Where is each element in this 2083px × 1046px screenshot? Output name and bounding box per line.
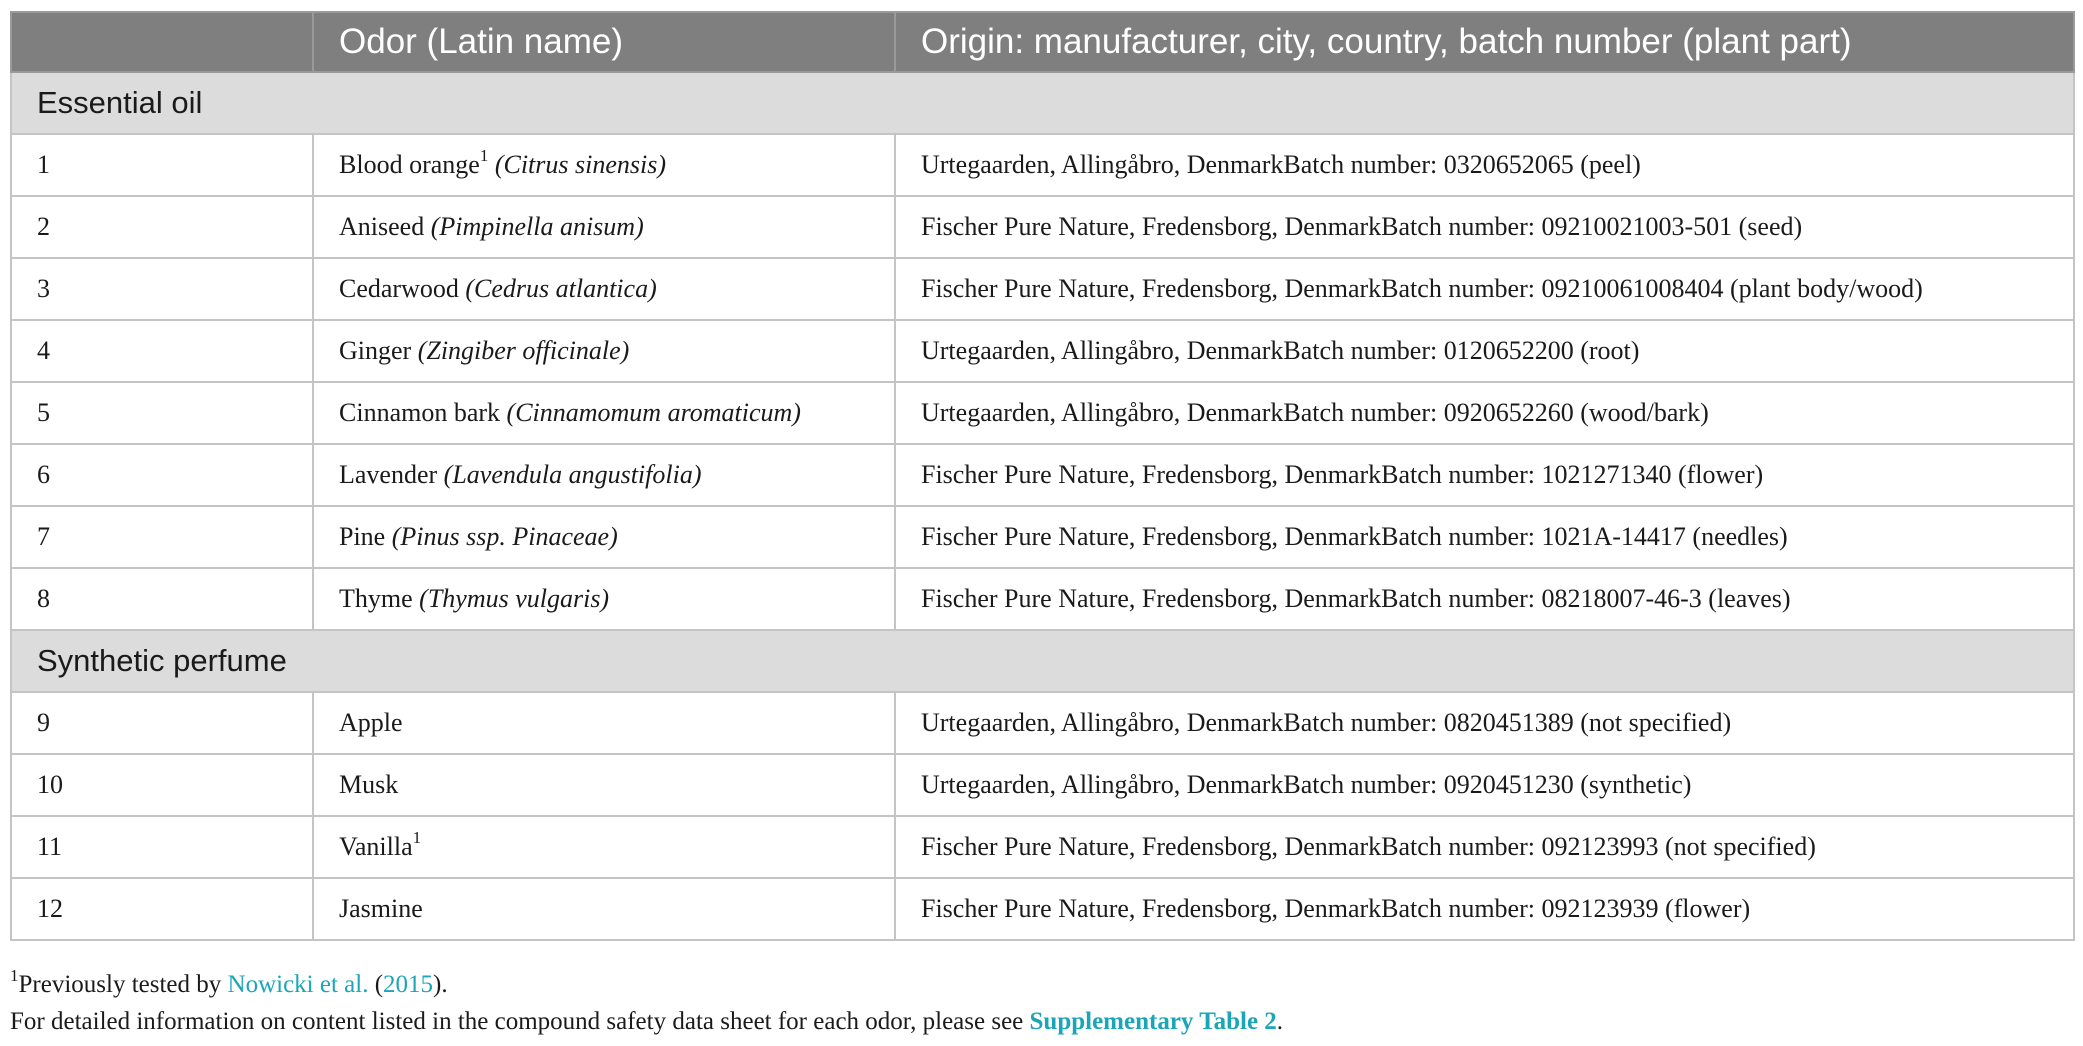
section-title: Synthetic perfume bbox=[11, 630, 2074, 692]
table-notes bbox=[10, 966, 1283, 1040]
footnote-line bbox=[10, 966, 1283, 1003]
odor-name: Pine bbox=[339, 522, 386, 551]
odor-name: Ginger bbox=[339, 336, 412, 365]
table-row bbox=[11, 754, 2074, 816]
row-number: 1 bbox=[11, 134, 313, 196]
odor-name: Jasmine bbox=[339, 894, 423, 923]
origin-cell: Urtegaarden, Allingåbro, DenmarkBatch number: 0920451230 (synthetic) bbox=[895, 754, 2074, 816]
row-number: 5 bbox=[11, 382, 313, 444]
latin-name: (Thymus vulgaris) bbox=[419, 584, 610, 613]
row-number: 9 bbox=[11, 692, 313, 754]
header-number bbox=[11, 12, 313, 72]
footnote-prefix: Previously tested by bbox=[18, 971, 228, 998]
row-number: 2 bbox=[11, 196, 313, 258]
origin-cell: Urtegaarden, Allingåbro, DenmarkBatch number: 0120652200 (root) bbox=[895, 320, 2074, 382]
odor-name: Vanilla bbox=[339, 832, 413, 861]
latin-name: (Lavendula angustifolia) bbox=[443, 460, 702, 489]
footnote-author-link[interactable]: Nowicki et al. bbox=[227, 971, 369, 998]
origin-cell: Urtegaarden, Allingåbro, DenmarkBatch number: 0320652065 (peel) bbox=[895, 134, 2074, 196]
odor-cell bbox=[313, 816, 895, 878]
odor-cell bbox=[313, 258, 895, 320]
odor-name: Lavender bbox=[339, 460, 438, 489]
row-number: 4 bbox=[11, 320, 313, 382]
table-row bbox=[11, 444, 2074, 506]
row-number: 12 bbox=[11, 878, 313, 940]
table-body bbox=[11, 72, 2074, 940]
latin-name: (Pinus ssp. Pinaceae) bbox=[391, 522, 618, 551]
table-row bbox=[11, 134, 2074, 196]
odor-table bbox=[10, 11, 2075, 941]
odor-cell bbox=[313, 754, 895, 816]
latin-name: (Citrus sinensis) bbox=[494, 150, 666, 179]
odor-cell bbox=[313, 568, 895, 630]
header-odor: Odor (Latin name) bbox=[313, 12, 895, 72]
footnote-open: ( bbox=[368, 971, 384, 998]
footnote-ref: 1 bbox=[479, 146, 489, 166]
odor-name: Cinnamon bark bbox=[339, 398, 501, 427]
origin-cell: Urtegaarden, Allingåbro, DenmarkBatch number: 0820451389 (not specified) bbox=[895, 692, 2074, 754]
detail-line bbox=[10, 1003, 1283, 1040]
table-row bbox=[11, 816, 2074, 878]
footnote-close: ). bbox=[433, 971, 448, 998]
detail-suffix: . bbox=[1276, 1008, 1284, 1035]
odor-cell bbox=[313, 506, 895, 568]
table-row bbox=[11, 568, 2074, 630]
latin-name: (Pimpinella anisum) bbox=[430, 212, 644, 241]
origin-cell: Fischer Pure Nature, Fredensborg, DenmarkBatch number: 1021271340 (flower) bbox=[895, 444, 2074, 506]
row-number: 3 bbox=[11, 258, 313, 320]
table-row bbox=[11, 320, 2074, 382]
table-row bbox=[11, 692, 2074, 754]
supplementary-table-link[interactable]: Supplementary Table 2 bbox=[1029, 1008, 1277, 1035]
latin-name: (Zingiber officinale) bbox=[417, 336, 630, 365]
row-number: 11 bbox=[11, 816, 313, 878]
table-row bbox=[11, 506, 2074, 568]
odor-cell bbox=[313, 382, 895, 444]
origin-cell: Fischer Pure Nature, Fredensborg, DenmarkBatch number: 09210061008404 (plant body/wood) bbox=[895, 258, 2074, 320]
section-row bbox=[11, 72, 2074, 134]
detail-prefix: For detailed information on content listed in the compound safety data sheet for each odor, please see bbox=[10, 1008, 1030, 1035]
origin-cell: Fischer Pure Nature, Fredensborg, DenmarkBatch number: 1021A-14417 (needles) bbox=[895, 506, 2074, 568]
odor-cell bbox=[313, 320, 895, 382]
odor-name: Musk bbox=[339, 770, 399, 799]
row-number: 10 bbox=[11, 754, 313, 816]
odor-cell bbox=[313, 134, 895, 196]
table-row bbox=[11, 196, 2074, 258]
row-number: 6 bbox=[11, 444, 313, 506]
odor-cell bbox=[313, 692, 895, 754]
origin-cell: Fischer Pure Nature, Fredensborg, DenmarkBatch number: 08218007-46-3 (leaves) bbox=[895, 568, 2074, 630]
origin-cell: Fischer Pure Nature, Fredensborg, DenmarkBatch number: 092123939 (flower) bbox=[895, 878, 2074, 940]
footnote-marker: 1 bbox=[10, 965, 19, 985]
origin-cell: Fischer Pure Nature, Fredensborg, DenmarkBatch number: 092123993 (not specified) bbox=[895, 816, 2074, 878]
table-row bbox=[11, 878, 2074, 940]
section-row bbox=[11, 630, 2074, 692]
odor-name: Aniseed bbox=[339, 212, 425, 241]
footnote-year-link[interactable]: 2015 bbox=[383, 971, 434, 998]
footnote-ref: 1 bbox=[412, 828, 422, 848]
header-row bbox=[11, 12, 2074, 72]
table-header bbox=[11, 12, 2074, 72]
row-number: 8 bbox=[11, 568, 313, 630]
odor-table-container bbox=[10, 11, 2073, 941]
origin-cell: Urtegaarden, Allingåbro, DenmarkBatch number: 0920652260 (wood/bark) bbox=[895, 382, 2074, 444]
origin-cell: Fischer Pure Nature, Fredensborg, DenmarkBatch number: 09210021003-501 (seed) bbox=[895, 196, 2074, 258]
latin-name: (Cinnamomum aromaticum) bbox=[506, 398, 801, 427]
table-row bbox=[11, 382, 2074, 444]
odor-cell bbox=[313, 444, 895, 506]
latin-name: (Cedrus atlantica) bbox=[465, 274, 657, 303]
odor-name: Blood orange bbox=[339, 150, 480, 179]
header-origin: Origin: manufacturer, city, country, batch number (plant part) bbox=[895, 12, 2074, 72]
section-title: Essential oil bbox=[11, 72, 2074, 134]
odor-name: Thyme bbox=[339, 584, 413, 613]
odor-cell bbox=[313, 878, 895, 940]
row-number: 7 bbox=[11, 506, 313, 568]
odor-name: Cedarwood bbox=[339, 274, 459, 303]
odor-cell bbox=[313, 196, 895, 258]
odor-name: Apple bbox=[339, 708, 403, 737]
table-row bbox=[11, 258, 2074, 320]
